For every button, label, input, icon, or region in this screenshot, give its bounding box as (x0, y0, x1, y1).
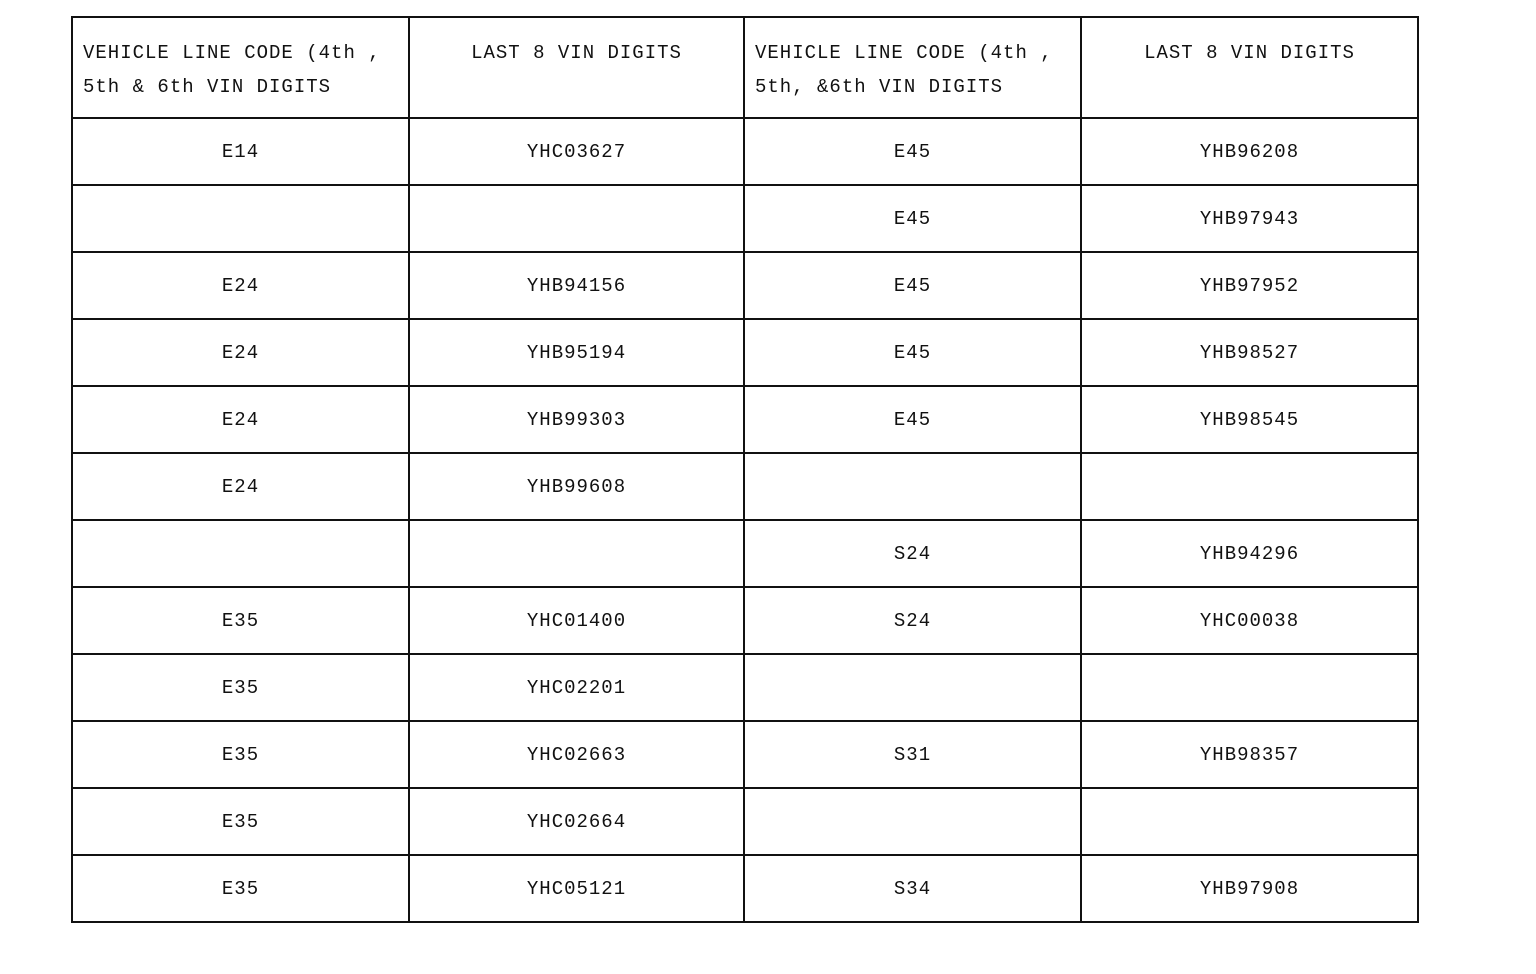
vehicle-line-code-cell: S34 (744, 855, 1081, 922)
header-vehicle-line-code-right (744, 17, 1081, 118)
table-row (72, 520, 1418, 587)
vehicle-line-code-cell: E45 (744, 386, 1081, 453)
vin-digits-cell: YHB99303 (409, 386, 744, 453)
vin-digits-cell: YHB98527 (1081, 319, 1418, 386)
vehicle-line-code-cell: S24 (744, 520, 1081, 587)
table-row (72, 386, 1418, 453)
vehicle-line-code-cell: E35 (72, 788, 409, 855)
vin-digits-cell: YHC02664 (409, 788, 744, 855)
vehicle-line-code-cell: E45 (744, 185, 1081, 252)
vehicle-line-code-cell (744, 788, 1081, 855)
header-text: VEHICLE LINE CODE (4th , 5th & 6th VIN DIGITS (83, 42, 381, 98)
vin-digits-cell: YHB97908 (1081, 855, 1418, 922)
vin-digits-cell: YHB97952 (1081, 252, 1418, 319)
vin-digits-cell: YHC01400 (409, 587, 744, 654)
vehicle-line-code-cell: S31 (744, 721, 1081, 788)
header-last-8-vin-left (409, 17, 744, 118)
vehicle-line-code-cell: E45 (744, 252, 1081, 319)
vin-digits-cell: YHC02201 (409, 654, 744, 721)
vehicle-line-code-cell: E35 (72, 855, 409, 922)
table-row (72, 118, 1418, 185)
header-row (72, 17, 1418, 118)
table-row (72, 587, 1418, 654)
vehicle-line-code-cell: E24 (72, 319, 409, 386)
table-row (72, 319, 1418, 386)
vin-digits-cell: YHC00038 (1081, 587, 1418, 654)
vehicle-line-code-cell: E45 (744, 118, 1081, 185)
vin-digits-cell (1081, 654, 1418, 721)
table-row (72, 453, 1418, 520)
vin-table (71, 16, 1419, 923)
table-row (72, 721, 1418, 788)
vin-digits-cell: YHB99608 (409, 453, 744, 520)
vehicle-line-code-cell: E24 (72, 453, 409, 520)
vin-digits-cell: YHB95194 (409, 319, 744, 386)
vin-digits-cell (1081, 788, 1418, 855)
vin-digits-cell (409, 520, 744, 587)
table-row (72, 185, 1418, 252)
vin-digits-cell: YHB96208 (1081, 118, 1418, 185)
vin-digits-cell: YHB97943 (1081, 185, 1418, 252)
vehicle-line-code-cell: E24 (72, 386, 409, 453)
vehicle-line-code-cell (744, 453, 1081, 520)
table-row (72, 654, 1418, 721)
vin-digits-cell: YHB94156 (409, 252, 744, 319)
table-body (72, 118, 1418, 922)
vehicle-line-code-cell: E45 (744, 319, 1081, 386)
vin-digits-cell: YHB98545 (1081, 386, 1418, 453)
header-text: LAST 8 VIN DIGITS (471, 42, 682, 64)
table-header (72, 17, 1418, 118)
vehicle-line-code-cell: E35 (72, 721, 409, 788)
vehicle-line-code-cell: E14 (72, 118, 409, 185)
header-vehicle-line-code-left (72, 17, 409, 118)
vin-digits-cell (1081, 453, 1418, 520)
header-text: LAST 8 VIN DIGITS (1144, 42, 1355, 64)
table-row (72, 855, 1418, 922)
table-row (72, 788, 1418, 855)
vin-digits-cell (409, 185, 744, 252)
vehicle-line-code-cell: S24 (744, 587, 1081, 654)
vin-digits-cell: YHC02663 (409, 721, 744, 788)
vehicle-line-code-cell (72, 520, 409, 587)
table-row (72, 252, 1418, 319)
vehicle-line-code-cell (72, 185, 409, 252)
vehicle-line-code-cell (744, 654, 1081, 721)
vehicle-line-code-cell: E35 (72, 587, 409, 654)
header-last-8-vin-right (1081, 17, 1418, 118)
vehicle-line-code-cell: E35 (72, 654, 409, 721)
vehicle-line-code-cell: E24 (72, 252, 409, 319)
header-text: VEHICLE LINE CODE (4th , 5th, &6th VIN DIGITS (755, 42, 1053, 98)
vin-digits-cell: YHB98357 (1081, 721, 1418, 788)
vin-digits-cell: YHC03627 (409, 118, 744, 185)
vin-digits-cell: YHB94296 (1081, 520, 1418, 587)
vin-digits-cell: YHC05121 (409, 855, 744, 922)
